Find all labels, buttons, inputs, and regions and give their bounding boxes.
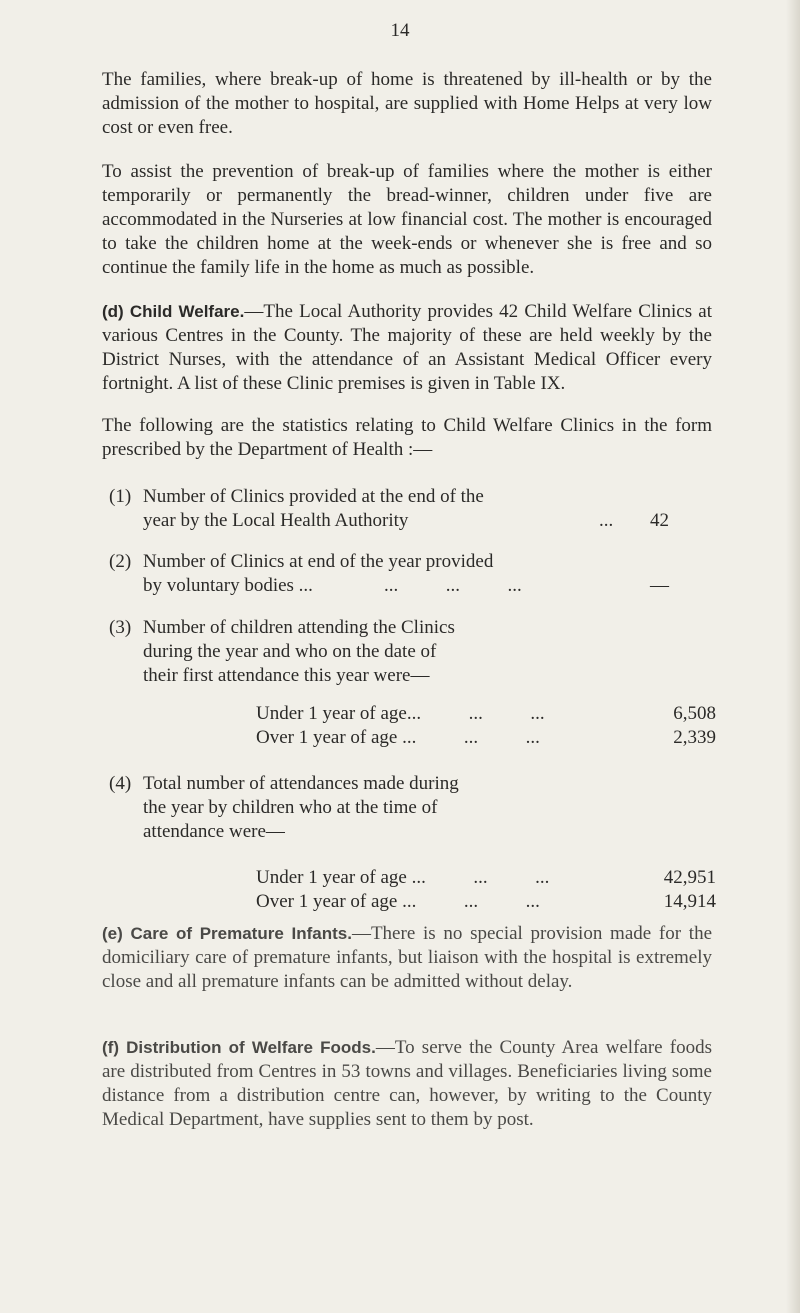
stat-item-text [143, 616, 573, 688]
paragraph-home-helps: The families, where break-up of home is threatened by ill-health or by the admission of the mother to hospital, are supplied with Home Helps at very low cost or even free. [102, 69, 712, 138]
stat-item-value: 42 [650, 510, 669, 531]
stat-row-label: Over 1 year of age ... ... ... [256, 727, 540, 748]
section-heading-premature-infants: (e) Care of Premature Infants. [102, 924, 352, 943]
paragraph-premature-infants [102, 922, 712, 994]
stat-item-dots: ... [599, 510, 614, 531]
stat-item-line: Number of Clinics at end of the year provided [143, 551, 494, 572]
stat-item-2 [109, 550, 719, 598]
stat-item-text [143, 772, 573, 844]
child-welfare-body: —The Local Authority provides 42 Child Welfare Clinics at various Centres in the County. The majority of these are held weekly by the District Nurses, with the attendance of an Assistant Medical Officer every fortnight. A list of these Clinic premises is given in Table IX. [102, 301, 712, 394]
stat-item-line: Number of children attending the Clinics [143, 617, 455, 638]
stat-row-label: Under 1 year of age ... ... ... [256, 867, 550, 888]
paragraph-welfare-foods [102, 1036, 712, 1132]
page-edge-shadow [786, 0, 800, 1313]
stat-item-line: attendance were— [143, 821, 285, 842]
stat-row-value: 6,508 [673, 703, 716, 724]
stat-item-dots: ... ... ... [384, 575, 522, 596]
stat-row-value: 42,951 [663, 867, 716, 888]
welfare-foods-body: —To serve the County Area welfare foods are distributed from Centres in 53 towns and villages. Beneficiaries living some distance from a distribution centre can, however, by writing to the County Medical Department, have supplies sent to them by post. [102, 1037, 712, 1130]
stat-4-over-1-row [256, 890, 716, 914]
paragraph-child-welfare [102, 300, 712, 396]
paragraph-statistics-intro: The following are the statistics relating to Child Welfare Clinics in the form prescribed by the Department of Health :— [102, 415, 712, 460]
stat-row-label: Over 1 year of age ... ... ... [256, 891, 540, 912]
section-heading-child-welfare: (d) Child Welfare. [102, 302, 245, 321]
stat-item-3 [109, 616, 719, 688]
section-heading-welfare-foods: (f) Distribution of Welfare Foods. [102, 1038, 376, 1057]
stat-3-under-1-row [256, 702, 716, 726]
stat-item-1 [109, 485, 719, 533]
stat-item-line: Number of Clinics provided at the end of the [143, 486, 484, 507]
stat-3-over-1-row [256, 726, 716, 750]
stat-item-number: (4) [109, 773, 132, 794]
page-number: 14 [390, 20, 410, 41]
stat-item-line: during the year and who on the date of [143, 641, 437, 662]
premature-infants-body: —There is no special provision made for the domiciliary care of premature infants, but liaison with the hospital is extremely close and all premature infants can be admitted without delay. [102, 923, 713, 992]
stat-row-label: Under 1 year of age... ... ... [256, 703, 545, 724]
stat-item-4 [109, 772, 719, 844]
stat-row-value: 2,339 [673, 727, 716, 748]
stat-item-text [143, 485, 573, 533]
stat-item-line: Total number of attendances made during [143, 773, 459, 794]
stat-4-under-1-row [256, 866, 716, 890]
stat-item-line: their first attendance this year were— [143, 665, 430, 686]
stat-item-number: (2) [109, 551, 132, 572]
stat-item-line: the year by children who at the time of [143, 797, 438, 818]
paragraph-nurseries: To assist the prevention of break-up of families where the mother is either temporarily or permanently the bread-winner, children under five are accommodated in the Nurseries at low financial cost. The mother is encouraged to take the children home at the week-ends or whenever she is free and so continue the family life in the home as much as possible. [102, 161, 712, 278]
stat-item-number: (3) [109, 617, 132, 638]
stat-item-value: — [650, 575, 669, 596]
stat-row-value: 14,914 [663, 891, 716, 912]
stat-item-line: year by the Local Health Authority [143, 510, 409, 531]
stat-item-line: by voluntary bodies ... [143, 575, 313, 596]
stat-item-number: (1) [109, 486, 132, 507]
